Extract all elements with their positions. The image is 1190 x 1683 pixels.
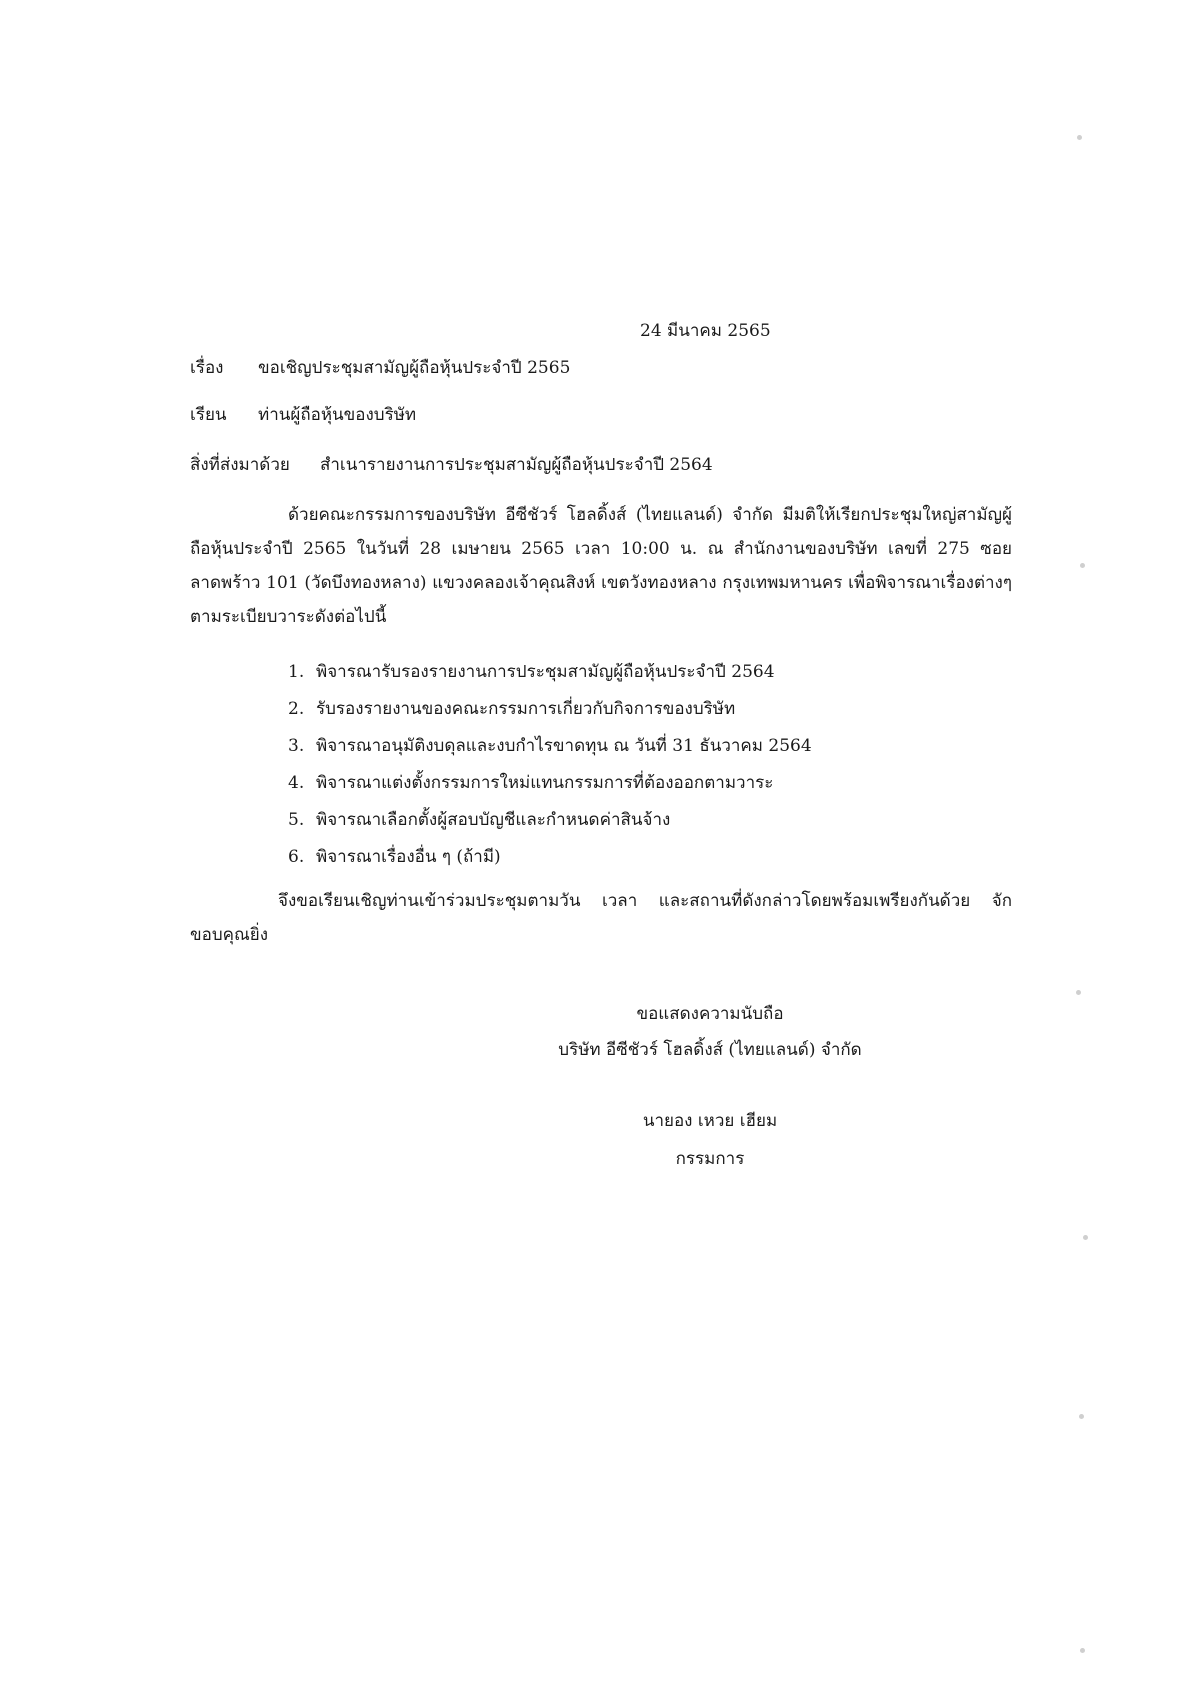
closing-paragraph bbox=[190, 884, 1012, 952]
agenda-item-text: พิจารณารับรองรายงานการประชุมสามัญผู้ถือหุ้นประจำปี 2564 bbox=[316, 662, 775, 682]
agenda-item-text: พิจารณาแต่งตั้งกรรมการใหม่แทนกรรมการที่ต้องออกตามวาระ bbox=[316, 773, 774, 793]
agenda-item-number: 5. bbox=[288, 810, 305, 830]
subject-text: ขอเชิญประชุมสามัญผู้ถือหุ้นประจำปี 2565 bbox=[258, 358, 571, 378]
agenda-item bbox=[288, 654, 812, 691]
agenda-item-text: รับรองรายงานของคณะกรรมการเกี่ยวกับกิจการของบริษัท bbox=[316, 699, 736, 719]
agenda-item-number: 1. bbox=[288, 662, 305, 682]
enclosure-label: สิ่งที่ส่งมาด้วย bbox=[190, 455, 290, 475]
invitation-text: ด้วยคณะกรรมการของบริษัท อีซีชัวร์ โฮลดิ้งส์ (ไทยแลนด์) จำกัด มีมติให้เรียกประชุมใหญ่สามัญผู้ถือหุ้นประจำปี 2565 ในวันที่ 28 เมษายน 2565 เวลา 10:00 น. ณ สำนักงานของบริษัท เลขที่ 275 ซอยลาดพร้าว 101 (วัดบึงทองหลาง) แขวงคลองเจ้าคุณสิงห์ เขตวังทองหลาง กรุงเทพมหานคร เพื่อพิจารณาเรื่องต่างๆ ตามระเบียบวาระดังต่อไปนี้ bbox=[190, 505, 1012, 627]
scan-speck bbox=[1077, 135, 1082, 140]
signer-name: นายอง เหวย เฮียม bbox=[642, 1111, 778, 1131]
agenda-item-number: 6. bbox=[288, 847, 305, 867]
agenda-item-text: พิจารณาเรื่องอื่น ๆ (ถ้ามี) bbox=[316, 847, 501, 867]
subject-label: เรื่อง bbox=[190, 358, 224, 378]
agenda-item bbox=[288, 728, 812, 765]
regards-line: ขอแสดงความนับถือ bbox=[636, 1004, 784, 1024]
scan-speck bbox=[1083, 1235, 1088, 1240]
company-name: บริษัท อีซีชัวร์ โฮลดิ้งส์ (ไทยแลนด์) จำกัด bbox=[558, 1040, 862, 1060]
closing-text: จึงขอเรียนเชิญท่านเข้าร่วมประชุมตามวัน เวลา และสถานที่ดังกล่าวโดยพร้อมเพรียงกันด้วย จักขอบคุณยิ่ง bbox=[190, 891, 1012, 945]
letter-date: 24 มีนาคม 2565 bbox=[640, 321, 771, 341]
scan-speck bbox=[1079, 1414, 1084, 1419]
agenda-item-text: พิจารณาอนุมัติงบดุลและงบกำไรขาดทุน ณ วันที่ 31 ธันวาคม 2564 bbox=[316, 736, 812, 756]
invitation-paragraph bbox=[190, 498, 1012, 634]
signer-position: กรรมการ bbox=[675, 1149, 745, 1169]
scan-speck bbox=[1080, 1648, 1085, 1653]
recipient-row bbox=[190, 404, 416, 426]
agenda-item-number: 4. bbox=[288, 773, 305, 793]
scan-speck bbox=[1080, 563, 1085, 568]
agenda-item-number: 2. bbox=[288, 699, 305, 719]
agenda-item-text: พิจารณาเลือกตั้งผู้สอบบัญชีและกำหนดค่าสินจ้าง bbox=[316, 810, 671, 830]
subject-row bbox=[190, 357, 570, 379]
agenda-item bbox=[288, 839, 812, 876]
recipient-label: เรียน bbox=[190, 405, 227, 425]
recipient-text: ท่านผู้ถือหุ้นของบริษัท bbox=[258, 405, 417, 425]
agenda-list bbox=[288, 654, 812, 876]
scan-speck bbox=[1076, 990, 1081, 995]
agenda-item-number: 3. bbox=[288, 736, 305, 756]
agenda-item bbox=[288, 765, 812, 802]
agenda-item bbox=[288, 691, 812, 728]
enclosure-text: สำเนารายงานการประชุมสามัญผู้ถือหุ้นประจำปี 2564 bbox=[320, 455, 713, 475]
agenda-item bbox=[288, 802, 812, 839]
enclosure-row bbox=[190, 454, 713, 476]
